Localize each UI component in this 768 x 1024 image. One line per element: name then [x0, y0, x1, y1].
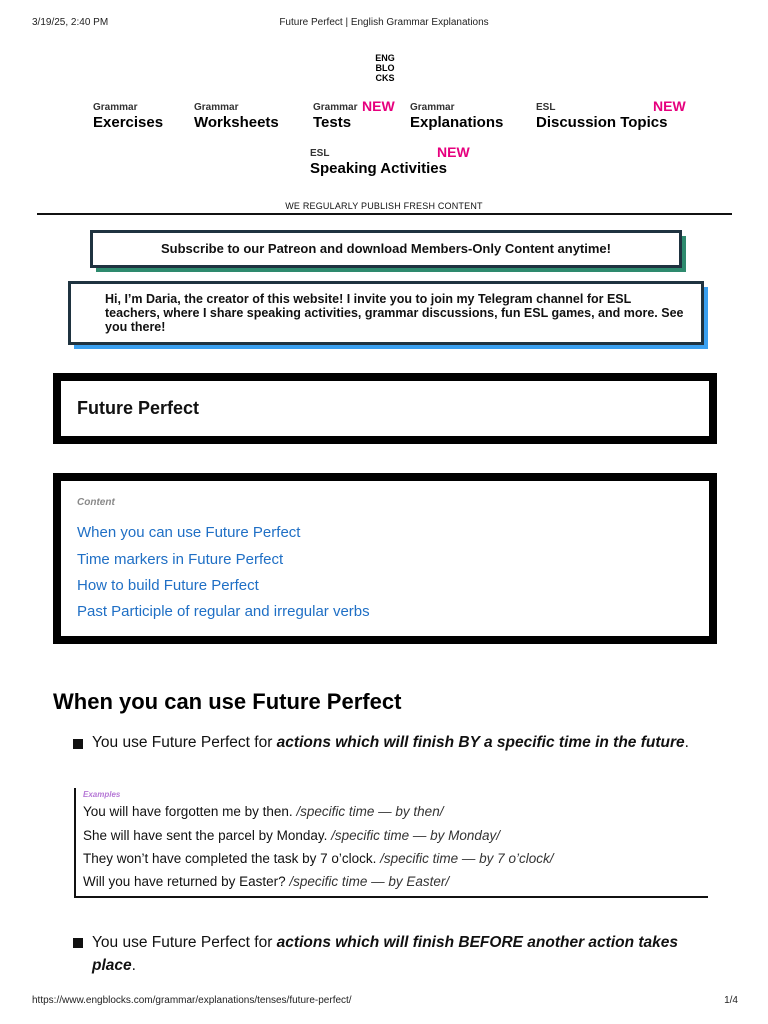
- bullet-marker: [73, 938, 83, 948]
- examples-box: [74, 788, 708, 898]
- nav-label: Tests: [313, 114, 352, 131]
- bullet-marker: [73, 739, 83, 749]
- nav-label: Speaking Activities: [310, 160, 447, 177]
- example-sentence: They won’t have completed the task by 7 o’clock.: [83, 851, 381, 866]
- rule-emphasis: actions which will finish BY a specific time in the future: [276, 734, 685, 751]
- tagline: WE REGULARLY PUBLISH FRESH CONTENT: [285, 201, 483, 211]
- nav-category: Grammar: [194, 102, 239, 113]
- example-line: [83, 804, 443, 819]
- rule-text: [92, 931, 712, 977]
- example-sentence: She will have sent the parcel by Monday.: [83, 828, 332, 843]
- rule-emphasis: actions which will finish BEFORE another action takes place: [92, 934, 679, 974]
- nav-esl-discussion-topics[interactable]: [536, 102, 667, 132]
- example-note: /specific time — by then/: [296, 804, 444, 819]
- toc-label: Content: [77, 497, 115, 508]
- nav-category: Grammar: [93, 102, 138, 113]
- print-datetime: 3/19/25, 2:40 PM: [32, 17, 109, 28]
- nav-grammar-tests[interactable]: [313, 102, 357, 132]
- rule-suffix: .: [684, 734, 689, 751]
- example-line: [83, 851, 553, 866]
- print-url: https://www.engblocks.com/grammar/explanations/tenses/future-perfect/: [32, 995, 352, 1006]
- nav-label: Exercises: [93, 114, 164, 131]
- patreon-banner[interactable]: [90, 230, 682, 268]
- page-title: Future Perfect: [77, 398, 200, 418]
- example-sentence: Will you have returned by Easter?: [83, 874, 290, 889]
- logo-line: ENG: [375, 53, 395, 63]
- example-line: [83, 874, 449, 889]
- logo-line: BLO: [375, 63, 395, 73]
- header-divider: [37, 213, 732, 215]
- engblocks-logo[interactable]: [370, 53, 400, 83]
- new-badge: NEW: [653, 98, 686, 114]
- rule-prefix: You use Future Perfect for: [92, 934, 277, 951]
- logo-line: CKS: [375, 73, 395, 83]
- example-note: /specific time — by Easter/: [289, 874, 450, 889]
- toc-link-time-markers[interactable]: Time markers in Future Perfect: [77, 551, 284, 568]
- section-heading: When you can use Future Perfect: [53, 689, 402, 714]
- page-title-box: [53, 373, 717, 444]
- examples-label: Examples: [83, 790, 121, 799]
- nav-grammar-explanations[interactable]: [410, 102, 503, 132]
- toc-link-when-to-use[interactable]: When you can use Future Perfect: [77, 524, 301, 541]
- nav-grammar-worksheets[interactable]: [194, 102, 279, 132]
- new-badge: NEW: [437, 144, 470, 160]
- nav-category: Grammar: [410, 102, 455, 113]
- nav-category: ESL: [310, 148, 330, 159]
- example-note: /specific time — by Monday/: [331, 828, 500, 843]
- nav-category: ESL: [536, 102, 556, 113]
- toc-link-how-to-build[interactable]: How to build Future Perfect: [77, 577, 259, 594]
- table-of-contents: [53, 473, 717, 644]
- rule-text: [92, 731, 712, 754]
- print-page-title: Future Perfect | English Grammar Explanations: [279, 17, 489, 28]
- new-badge: NEW: [362, 98, 395, 114]
- example-sentence: You will have forgotten me by then.: [83, 804, 297, 819]
- nav-label: Explanations: [410, 114, 504, 131]
- telegram-banner-text: Hi, I’m Daria, the creator of this website! I invite you to join my Telegram channel for ESL teachers, where I share speaking activities, grammar discussions, fun ESL games, and more. See you there!: [105, 292, 684, 334]
- telegram-banner[interactable]: [68, 281, 704, 345]
- nav-category: Grammar: [313, 102, 358, 113]
- nav-grammar-exercises[interactable]: [93, 102, 163, 132]
- toc-link-past-participle[interactable]: Past Participle of regular and irregular verbs: [77, 603, 370, 620]
- example-note: /specific time — by 7 o’clock/: [380, 851, 554, 866]
- nav-label: Worksheets: [194, 114, 279, 131]
- patreon-banner-text: Subscribe to our Patreon and download Members-Only Content anytime!: [161, 241, 611, 256]
- print-page-number: 1/4: [724, 995, 738, 1006]
- nav-esl-speaking-activities[interactable]: [310, 148, 447, 178]
- rule-suffix: .: [131, 957, 136, 974]
- example-line: [83, 828, 500, 843]
- nav-label: Discussion Topics: [536, 114, 668, 131]
- rule-prefix: You use Future Perfect for: [92, 734, 277, 751]
